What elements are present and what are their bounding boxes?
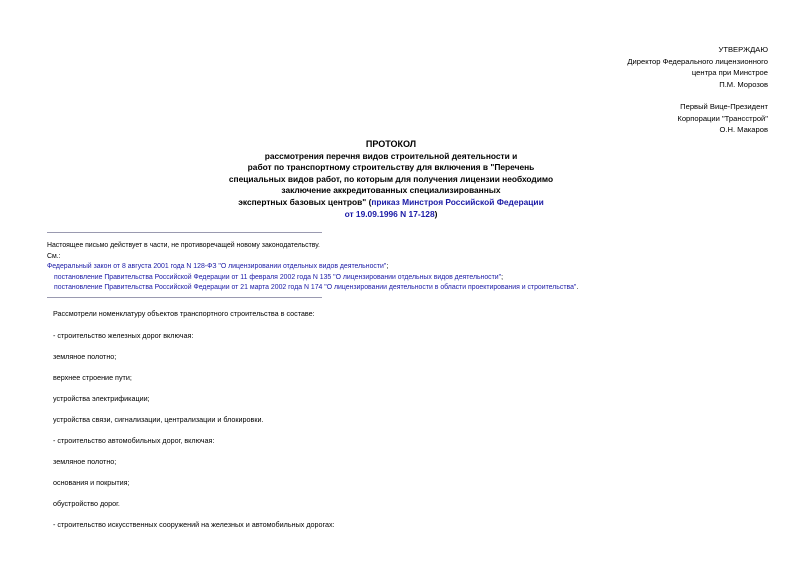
title-line: заключение аккредитованных специализированных: [281, 185, 501, 196]
document-title: [205, 139, 577, 220]
notice-link-row: постановление Правительства Российской Федерации от 11 февраля 2002 года N 135 "О лицензировании отдельных видов деятельности";: [54, 273, 504, 281]
paragraph: - строительство автомобильных дорог, включая:: [53, 436, 215, 445]
notice-divider-bottom: [47, 297, 322, 298]
notice-see: См.:: [47, 252, 61, 260]
federal-law-link[interactable]: Федеральный закон от 8 августа 2001 года N 128-ФЗ "О лицензировании отдельных видов деятельности": [47, 263, 387, 271]
paragraph: земляное полотно;: [53, 352, 117, 361]
notice-link-row: Федеральный закон от 8 августа 2001 года N 128-ФЗ "О лицензировании отдельных видов деятельности";: [47, 263, 389, 271]
title-line: рассмотрения перечня видов строительной деятельности и: [264, 150, 518, 161]
approval-position: Первый Вице-Президент: [680, 102, 768, 111]
resolution-174-link[interactable]: постановление Правительства Российской Федерации от 21 марта 2002 года N 174 "О лицензировании деятельности в области проектирования и строительства": [54, 284, 577, 292]
notice-link-row: постановление Правительства Российской Федерации от 21 марта 2002 года N 174 "О лицензировании деятельности в области проектирования и строительства".: [54, 284, 579, 292]
notice-block: [47, 241, 767, 294]
approval-position: Директор Федерального лицензионного: [627, 56, 768, 66]
title-heading: ПРОТОКОЛ: [365, 139, 417, 149]
title-line-with-link: от 19.09.1996 N 17-128): [344, 208, 438, 219]
paragraph: основания и покрытия;: [53, 478, 130, 487]
paragraph: - строительство железных дорог включая:: [53, 331, 194, 340]
paragraph: устройства связи, сигнализации, централизации и блокировки.: [53, 415, 264, 424]
approval-block-vice-president: [677, 101, 768, 136]
approval-organization: Корпорации "Трансстрой": [677, 113, 768, 123]
approval-signatory: П.М. Морозов: [719, 79, 768, 89]
approval-heading: УТВЕРЖДАЮ: [718, 45, 768, 54]
paragraph: земляное полотно;: [53, 457, 117, 466]
order-link[interactable]: приказ Минстроя Российской Федерации: [371, 196, 544, 207]
notice-text: Настоящее письмо действует в части, не противоречащей новому законодательству.: [47, 242, 320, 249]
resolution-135-link[interactable]: постановление Правительства Российской Федерации от 11 февраля 2002 года N 135 "О лицензировании отдельных видов деятельности": [54, 273, 502, 281]
paragraph: устройства электрификации;: [53, 394, 150, 403]
approval-block-director: [627, 44, 768, 90]
paragraph: - строительство искусственных сооружений на железных и автомобильных дорогах:: [53, 520, 335, 529]
title-line: специальных видов работ, по которым для получения лицензии необходимо: [228, 173, 554, 184]
title-line-with-link: экспертных базовых центров" (приказ Минстроя Российской Федерации: [238, 196, 544, 207]
order-link-date[interactable]: от 19.09.1996 N 17-128: [344, 208, 435, 219]
paragraph: обустройство дорог.: [53, 499, 120, 508]
title-line: работ по транспортному строительству для включения в "Перечень: [247, 162, 535, 173]
paragraph: верхнее строение пути;: [53, 373, 132, 382]
approval-organization: центра при Минстрое: [691, 68, 768, 77]
notice-divider-top: [47, 232, 322, 233]
paragraph: Рассмотрели номенклатуру объектов транспортного строительства в составе:: [53, 309, 315, 318]
approval-signatory: О.Н. Макаров: [719, 125, 768, 134]
